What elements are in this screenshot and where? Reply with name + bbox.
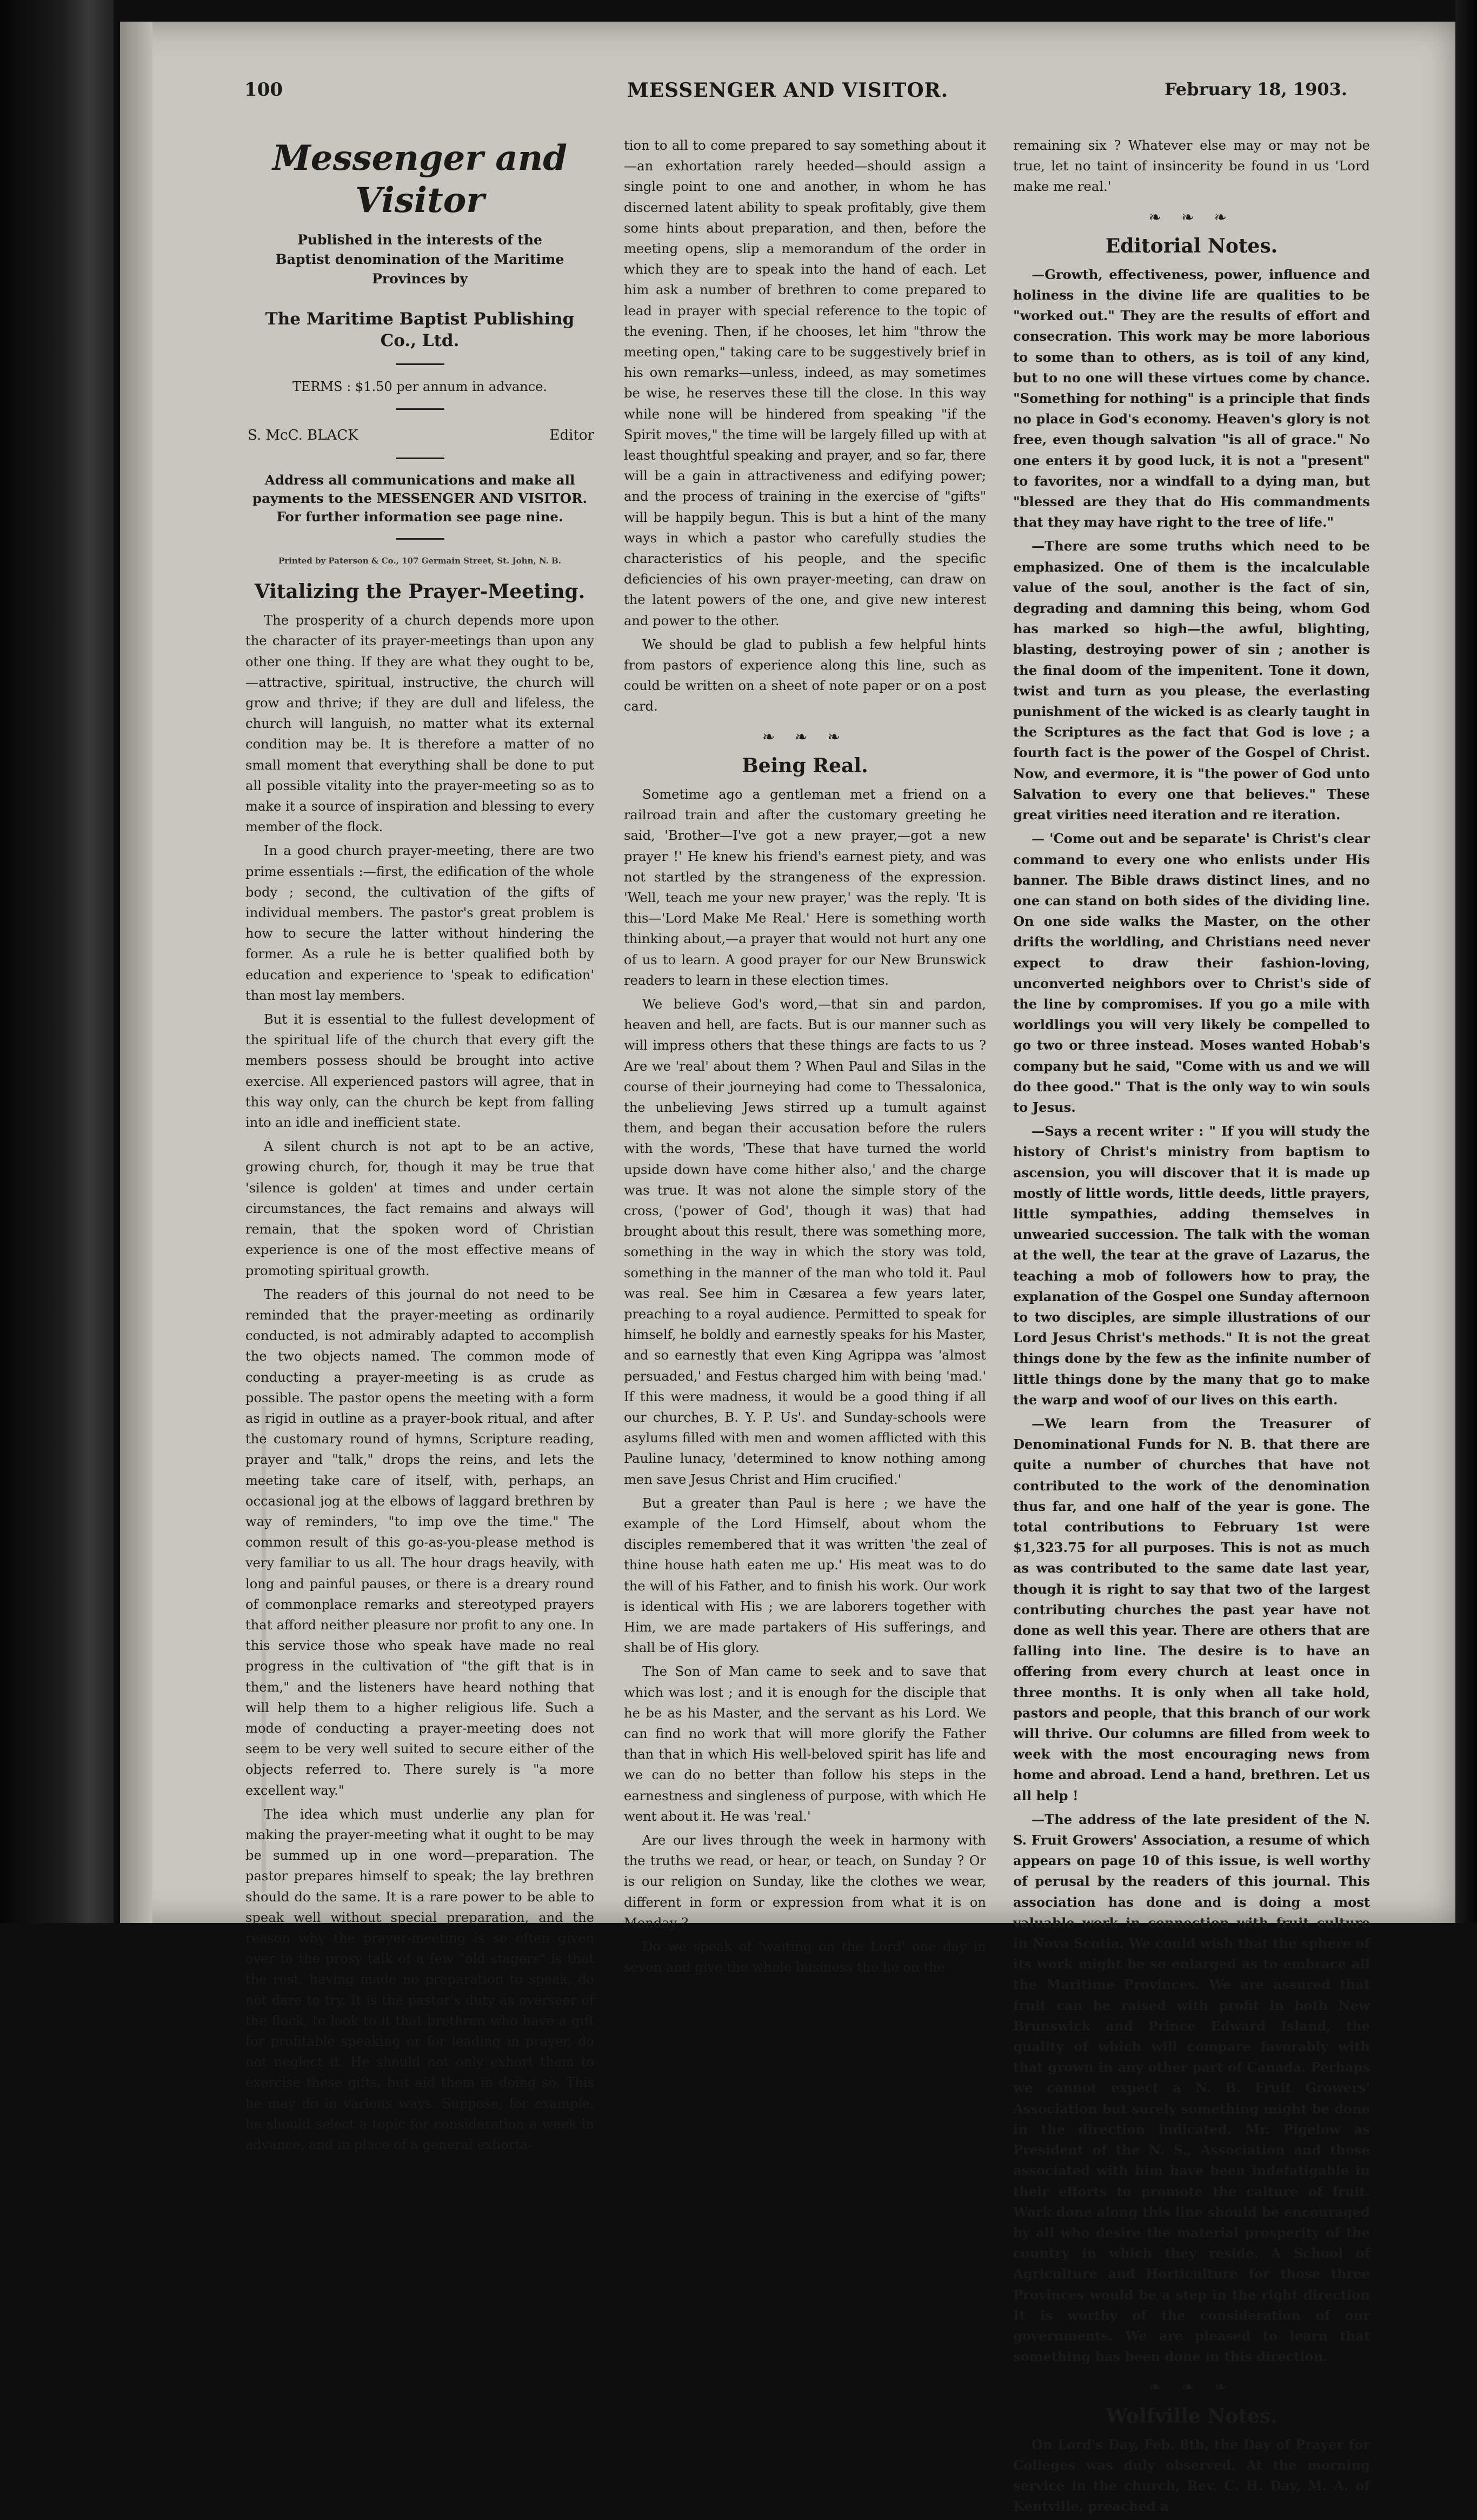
- column-2: [624, 135, 986, 1981]
- editor-line: [248, 425, 594, 446]
- rule-divider: [396, 538, 444, 540]
- masthead-subtitle: Published in the interests of the Baptist denomination of the Maritime Provinces by: [275, 232, 564, 287]
- editor-role: Editor: [549, 427, 594, 443]
- editorial-note: —Growth, effectiveness, power, influence and holiness in the divine life are qualities to be "worked out." They are the results of effort and consecration. This work may be more laborious to some than to others, as is toil of any kind, but to no one will these virtues come by chance. "Something for nothing" is a principle that finds no place in God's economy. Heaven's glory is not free, even though salvation "is all of grace." No one enters it by good luck, it is not a "present" to favorites, nor a windfall to a dying man, but "blessed are they that do His commandments that they may have right to the tree of life.": [1013, 266, 1370, 530]
- rule-divider: [396, 457, 444, 459]
- rule-divider: [396, 408, 444, 410]
- article-paragraph: The prosperity of a church depends more upon the character of its prayer-meetings than upon any other one thing. If they are what they ought to be, —attractive, spiritual, instructive, the church will grow and thrive; if they are dull and lifeless, the church will languish, no matter what its external condition may be. It is therefore a matter of no small moment that everything shall be done to put all possible vitality into the prayer-meeting so as to make it a source of inspiration and blessing to every member of the flock.: [245, 613, 594, 835]
- printer-line: Printed by Paterson & Co., 107 Germain Street, St. John, N. B.: [278, 556, 562, 566]
- newspaper-page: [120, 22, 1455, 2515]
- article-paragraph: remaining six ? Whatever else may or may not be true, let no taint of insincerity be found in us 'Lord make me real.': [1013, 138, 1370, 195]
- subscription-terms: TERMS : $1.50 per annum in advance.: [292, 379, 548, 394]
- section-ornament: ❧ ❧ ❧: [1148, 208, 1235, 226]
- article-paragraph: But a greater than Paul is here ; we have the example of the Lord Himself, about whom the disciples remembered that it was written 'the zeal of thine house hath eaten me up.' His meat was to do the will of his Father, and to finish his work. Our work is identical with His ; we are laborers together with Him, we are made partakers of His sufferings, and shall be of His glory.: [624, 1495, 986, 1656]
- editorial-note: —There are some truths which need to be emphasized. One of them is the incalculable value of the soul, another is the fact of sin, degrading and damning this being, whom God has marked so high—the awful, blighting, blasting, destroying power of sin ; another is the final doom of the impenitent. Tone it down, twist and turn as you please, the everlasting punishment of the wicked is as clearly taught in the Scriptures as the fact that God is love ; a fourth fact is the power of the Gospel of Christ. Now, and evermore, it is "the power of God unto Salvation to every one that believes." These great virities need iteration and re iteration.: [1013, 538, 1370, 823]
- masthead-title: Messenger and Visitor: [272, 138, 568, 221]
- article-paragraph: Sometime ago a gentleman met a friend on a railroad train and after the customary greeting he said, 'Brother—I've got a new prayer,—got a new prayer !' He knew his friend's earnest piety, and was not startled by the strangeness of the expression. 'Well, teach me your new prayer,' was the reply. 'It is this—'Lord Make Me Real.' Here is something worth thinking about,—a prayer that would not hurt any one of us to learn. A good prayer for our New Brunswick readers to learn in these election times.: [624, 786, 986, 988]
- section-ornament: ❧ ❧ ❧: [1148, 2378, 1235, 2396]
- scan-border-right: [1455, 0, 1477, 1923]
- editorial-note: —We learn from the Treasurer of Denominational Funds for N. B. that there are quite a number of churches that have not contributed to the work of the denomination thus far, and one half of the year is gone. The total contributions to February 1st were $1,323.75 for all purposes. This is not as much as was contributed to the same date last year, though it is right to say that two of the largest contributing churches the past year have not done as well this year. There are others that are falling into line. The desire is to have an offering from every church at least once in three months. It is only when all take hold, pastors and people, that this branch of our work will thrive. Our columns are filled from week to week with the most encouraging news from home and abroad. Lend a hand, brethren. Let us all help !: [1013, 1415, 1370, 1803]
- page-binding-shadow: [120, 22, 152, 1923]
- article-paragraph: On Lord's Day, Feb. 8th, the Day of Prayer for Colleges was duly observed. At the morning service in the church, Rev. C. H. Day, M. A. of Kentville, preached a: [1013, 2436, 1370, 2515]
- editorial-note: —The address of the late president of the N. S. Fruit Growers' Association, a resume of which appears on page 10 of this issue, is well worthy of perusal by the readers of this journal. This association has done and is doing a most valuable work in connection with fruit culture in Nova Scotia. We could wish that the sphere of its work might be so enlarged as to embrace all the Maritime Provinces. We are assured that fruit can be raised with profit in both New Brunswick and Prince Edward Island, the quality of which will compare favorably with that grown in any other part of Canada. Perhaps we cannot expect a N. B. Fruit Growers' Association but surely something might be done in the direction indicated. Mr. Pigelow as President of the N. S., Association and those associated with him have been indefatigable in their efforts to promote the calture of fruit. Work done along this line should be encouraged by all who desire the material prosperity of the country in which they reside. A School of Agriculture and Horticulture for those three Provinces would be a step in the right direction It is worthy of the consideration of our governments. We are pleased to learn that something has been done in this direction.: [1013, 1811, 1370, 2365]
- article-headline: Wolfville Notes.: [1106, 2404, 1278, 2428]
- page-number: 100: [244, 79, 283, 101]
- article-paragraph: We should be glad to publish a few helpful hints from pastors of experience along this line, such as could be written on a sheet of note paper or on a post card.: [624, 636, 986, 714]
- article-paragraph: The Son of Man came to seek and to save that which was lost ; and it is enough for the disciple that he be as his Master, and the servant as his Lord. We can find no work that will more glorify the Father than that in which His well-beloved spirit has life and we can do no better than follow his steps in the earnestness and singleness of purpose, with which He went about it. He was 'real.': [624, 1664, 986, 1824]
- article-paragraph: Do we speak of 'waiting on the Lord' one day in seven and give the whole business the lie on the: [624, 1939, 986, 1975]
- scan-border-left: [0, 0, 114, 1923]
- article-paragraph: In a good church prayer-meeting, there are two prime essentials :—first, the edification of the whole body ; second, the cultivation of the gifts of individual members. The pastor's great problem is how to secure the latter without hindering the former. As a rule he is better qualified both by education and experience to 'speak to edification' than most lay members.: [245, 843, 594, 1003]
- article-paragraph: We believe God's word,—that sin and pardon, heaven and hell, are facts. But is our manner such as will impress others that these things are facts to us ? Are we 'real' about them ? When Paul and Silas in the course of their journeying had come to Thessalonica, the unbelieving Jews stirred up a tumult against them, and began their accusation before the rulers with the words, 'These that have turned the world upside down have come hither also,' and the charge was true. It was not alone the simple story of the cross, ('power of God', though it was) that had brought about this result, there was something more, something in the way in which the story was told, something in the manner of the man who told it. Paul was real. See him in Cæsarea a few years later, preaching to a royal audience. Permitted to speak for himself, he boldly and earnestly speaks for his Master, and so earnestly that even King Agrippa was 'almost persuaded,' and Festus charged him with being 'mad.' If this were madness, it would be a good thing if all our churches, B. Y. P. Us'. and Sunday-schools were asylums filled with men and women afflicted with this Pauline lunacy, 'determined to know nothing among men save Jesus Christ and Him crucified.': [624, 996, 986, 1487]
- article-paragraph: Are our lives through the week in harmony with the truths we read, or hear, or teach, on Sunday ? Or is our religion on Sunday, like the clothes we wear, different in form or expression from what it is on Monday ?: [624, 1833, 986, 1931]
- article-headline: Being Real.: [742, 754, 868, 777]
- editorial-note: — 'Come out and be separate' is Christ's clear command to every one who enlists under His banner. The Bible draws distinct lines, and no one can stand on both sides of the dividing line. On one side walks the Master, on the other drifts the worldling, and Christians need never expect to draw their fashion-loving, unconverted neighbors over to Christ's side of the line by compromises. If you go a mile with worldlings you will very likely be compelled to go two or three instead. Moses wanted Hobab's company but he said, "Come with us and we will do thee good." That is the only way to win souls to Jesus.: [1013, 831, 1370, 1115]
- section-ornament: ❧ ❧ ❧: [762, 727, 848, 746]
- article-paragraph: A silent church is not apt to be an active, growing church, for, though it may be true that 'silence is golden' at times and under certain circumstances, the fact remains and always will remain, that the spoken word of Christian experience is one of the most effective means of promoting spiritual growth.: [245, 1139, 594, 1278]
- further-info: For further information see page nine.: [276, 509, 563, 525]
- article-paragraph: The idea which must underlie any plan for making the prayer-meeting what it ought to be may be summed up in one word—preparation. The pastor prepares himself to speak; the lay brethren should do the same. It is a rare power to be able to speak well without special preparation, and the reason why the prayer-meeting is so often given over to the prosy talk of a few "old stagers" is that the rest, having made no preparation to speak, do not dare to try. It is the pastor's duty as overseer of the flock, to look to it that brethren who have a gift for profitable speaking or for leading in prayer, do not neglect it. He should not only exhort them to exercise these gifts, but aid them in doing so. This he may do in various ways. Suppose, for example, he should select a topic for consideration a week in advance, and in place of a general exhorta-: [245, 1806, 594, 2153]
- column-1: [245, 135, 594, 2158]
- editorial-note: —Says a recent writer : " If you will study the history of Christ's ministry from baptism to ascension, you will discover that it is made up mostly of little words, little deeds, little prayers, little sympathies, adding themselves in unwearied succession. The talk with the woman at the well, the tear at the grave of Lazarus, the teaching a mob of followers how to pray, the explanation of the Gospel one Sunday afternoon to two disciples, are simple illustrations of our Lord Jesus Christ's methods." It is not the great things done by the few as the infinite number of little things done by the many that go to make the warp and woof of our lives on this earth.: [1013, 1123, 1370, 1408]
- column-3: [1013, 135, 1370, 2520]
- running-title: MESSENGER AND VISITOR.: [627, 79, 949, 102]
- page-crease: [262, 1406, 266, 1893]
- address-notice: Address all communications and make all payments to the MESSENGER AND VISITOR.: [252, 472, 588, 507]
- article-headline: Editorial Notes.: [1105, 234, 1278, 257]
- article-paragraph: But it is essential to the fullest development of the spiritual life of the church that every gift the members possess should be brought into active exercise. All experienced pastors will agree, that in this way only, can the church be kept from falling into an idle and inefficient state.: [245, 1012, 594, 1131]
- running-header: [120, 79, 1455, 111]
- article-headline: Vitalizing the Prayer-Meeting.: [254, 580, 586, 604]
- article-paragraph: tion to all to come prepared to say something about it—an exhortation rarely heeded—should assign a single point to one and another, in whom he has discerned latent ability to speak profitably, give them some hints about preparation, and then, before the meeting opens, slip a memorandum of the order in which they are to speak into the hand of each. Let him ask a number of brethren to come prepared to lead in prayer with special reference to the topic of the evening. Then, if he chooses, let him "throw the meeting open," taking care to be suggestively brief in his own remarks—unless, indeed, as may sometimes be wise, he reserves these till the close. In this way while none will be hindered from speaking "if the Spirit moves," the time will be largely filled up with at least thoughtful speaking and prayer, and so far, there will be a gain in attractiveness and edifying power; and the process of training in the exercise of "gifts" will be happily begun. This is but a hint of the many ways in which a pastor who carefully studies the characteristics of his people, and the specific deficiencies of his own prayer-meeting, can draw on the latent powers of the one, and give new interest and power to the other.: [624, 138, 986, 628]
- publisher-name: The Maritime Baptist Publishing Co., Ltd.: [265, 309, 575, 350]
- rule-divider: [396, 363, 444, 365]
- issue-date: February 18, 1903.: [1164, 79, 1347, 100]
- editor-name: S. McC. BLACK: [248, 427, 358, 443]
- article-paragraph: The readers of this journal do not need to be reminded that the prayer-meeting as ordinarily conducted, is not admirably adapted to accomplish the two objects named. The common mode of conducting a prayer-meeting is as crude as possible. The pastor opens the meeting with a form as rigid in outline as a prayer-book ritual, and after the customary round of hymns, Scripture reading, prayer and "talk," drops the reins, and lets the meeting take care of itself, with, perhaps, an occasional jog at the elbows of laggard brethren by way of reminders, "to imp ove the time." The common result of this go-as-you-please method is very familiar to us all. The hour drags heavily, with long and painful pauses, or there is a dreary round of commonplace remarks and stereotyped prayers that afford neither pleasure nor profit to any one. In this service those who speak have made no real progress in the cultivation of "the gift that is in them," and the listeners have heard nothing that will help them to a higher religious life. Such a mode of conducting a prayer-meeting does not seem to be very well suited to secure either of the objects referred to. There surely is "a more excellent way.": [245, 1286, 594, 1798]
